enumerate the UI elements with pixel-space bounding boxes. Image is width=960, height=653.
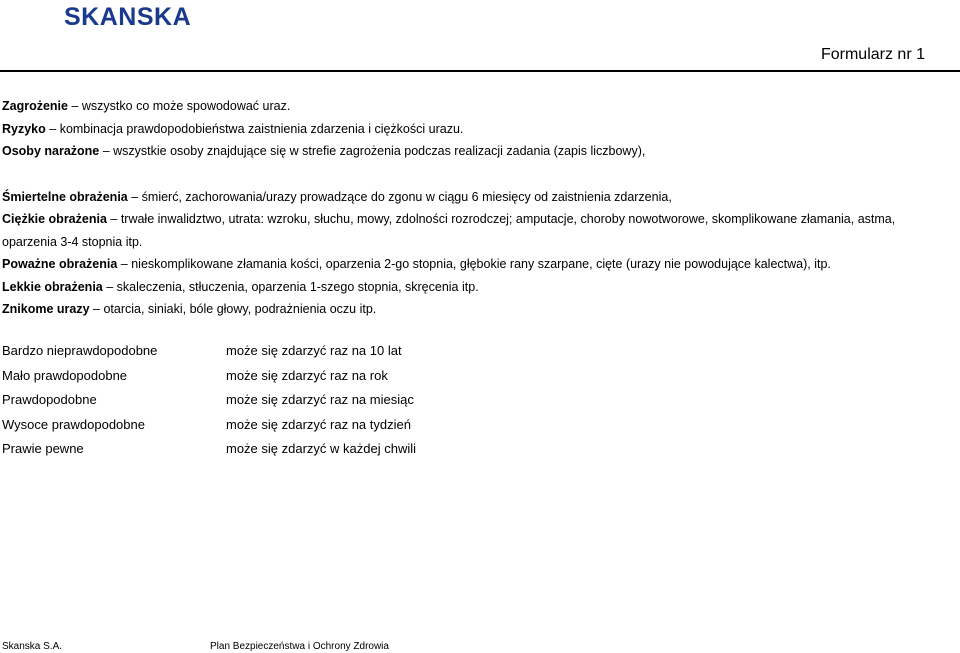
likelihood-row	[2, 437, 416, 462]
likelihood-row	[2, 413, 416, 438]
skanska-logo: SKANSKA	[64, 3, 192, 31]
severity-text: śmierć, zachorowania/urazy prowadzące do zgonu w ciągu 6 miesięcy od zaistnienia zdarzenia,	[141, 189, 672, 204]
form-number-label: Formularz nr 1	[820, 46, 925, 63]
likelihood-level: Wysoce prawdopodobne	[2, 416, 145, 432]
definition-dash: –	[68, 99, 82, 113]
severity-line	[2, 253, 952, 276]
likelihood-level: Prawie pewne	[2, 441, 84, 456]
definitions-section	[2, 95, 952, 321]
definition-term: Osoby narażone	[2, 144, 100, 158]
severity-dash: –	[106, 212, 121, 226]
severity-text: skaleczenia, stłuczenia, oparzenia 1-szego stopnia, skręcenia itp.	[116, 279, 479, 294]
severity-text: nieskomplikowane złamania kości, oparzenia 2-go stopnia, głębokie rany szarpane, cięte (urazy nie powodujące kalectwa), itp.	[131, 257, 831, 271]
definition-line	[2, 95, 952, 118]
severity-line	[2, 208, 952, 231]
severity-dash: –	[127, 189, 142, 204]
spacer	[2, 163, 952, 186]
definition-text: wszystko co może spowodować uraz.	[81, 99, 291, 113]
likelihood-description: może się zdarzyć raz na rok	[226, 367, 388, 383]
definition-line	[2, 140, 952, 163]
severity-text: otarcia, siniaki, bóle głowy, podrażnienia oczu itp.	[103, 302, 377, 316]
severity-dash: –	[102, 279, 117, 294]
severity-line	[2, 231, 952, 254]
likelihood-row	[2, 339, 416, 364]
likelihood-row	[2, 388, 416, 413]
likelihood-scale	[2, 339, 416, 462]
definition-term: Ryzyko	[2, 121, 46, 136]
severity-text: trwałe inwalidztwo, utrata: wzroku, słuchu, mowy, zdolności rozrodczej; amputacje, choroby nowotworowe, skomplikowane złamania, astma,	[120, 212, 896, 226]
severity-line	[2, 298, 952, 321]
severity-line	[2, 276, 952, 299]
header-divider	[0, 70, 960, 72]
likelihood-description: może się zdarzyć raz na tydzień	[226, 416, 411, 432]
severity-dash: –	[117, 257, 132, 271]
likelihood-description: może się zdarzyć raz na miesiąc	[226, 392, 414, 407]
severity-term: Ciężkie obrażenia	[2, 212, 107, 226]
severity-text: oparzenia 3-4 stopnia itp.	[2, 234, 143, 249]
likelihood-level: Mało prawdopodobne	[2, 367, 128, 383]
definition-line	[2, 118, 952, 141]
definition-term: Zagrożenie	[2, 99, 68, 113]
footer-document-title: Plan Bezpieczeństwa i Ochrony Zdrowia	[210, 641, 389, 652]
likelihood-row	[2, 364, 416, 389]
footer-company: Skanska S.A.	[2, 641, 63, 652]
definition-text: kombinacja prawdopodobieństwa zaistnienia zdarzenia i ciężkości urazu.	[59, 121, 464, 136]
definition-text: wszystkie osoby znajdujące się w strefie zagrożenia podczas realizacji zadania (zapis liczbowy),	[113, 144, 646, 158]
severity-line	[2, 186, 952, 209]
severity-term: Lekkie obrażenia	[2, 279, 103, 294]
likelihood-description: może się zdarzyć raz na 10 lat	[226, 343, 402, 358]
severity-term: Znikome urazy	[2, 302, 90, 316]
severity-term: Śmiertelne obrażenia	[2, 189, 128, 204]
severity-dash: –	[89, 302, 104, 316]
definition-dash: –	[45, 121, 60, 136]
likelihood-level: Bardzo nieprawdopodobne	[2, 343, 158, 358]
likelihood-description: może się zdarzyć w każdej chwili	[226, 441, 417, 456]
severity-term: Poważne obrażenia	[2, 257, 118, 271]
likelihood-level: Prawdopodobne	[2, 392, 97, 407]
definition-dash: –	[99, 144, 114, 158]
